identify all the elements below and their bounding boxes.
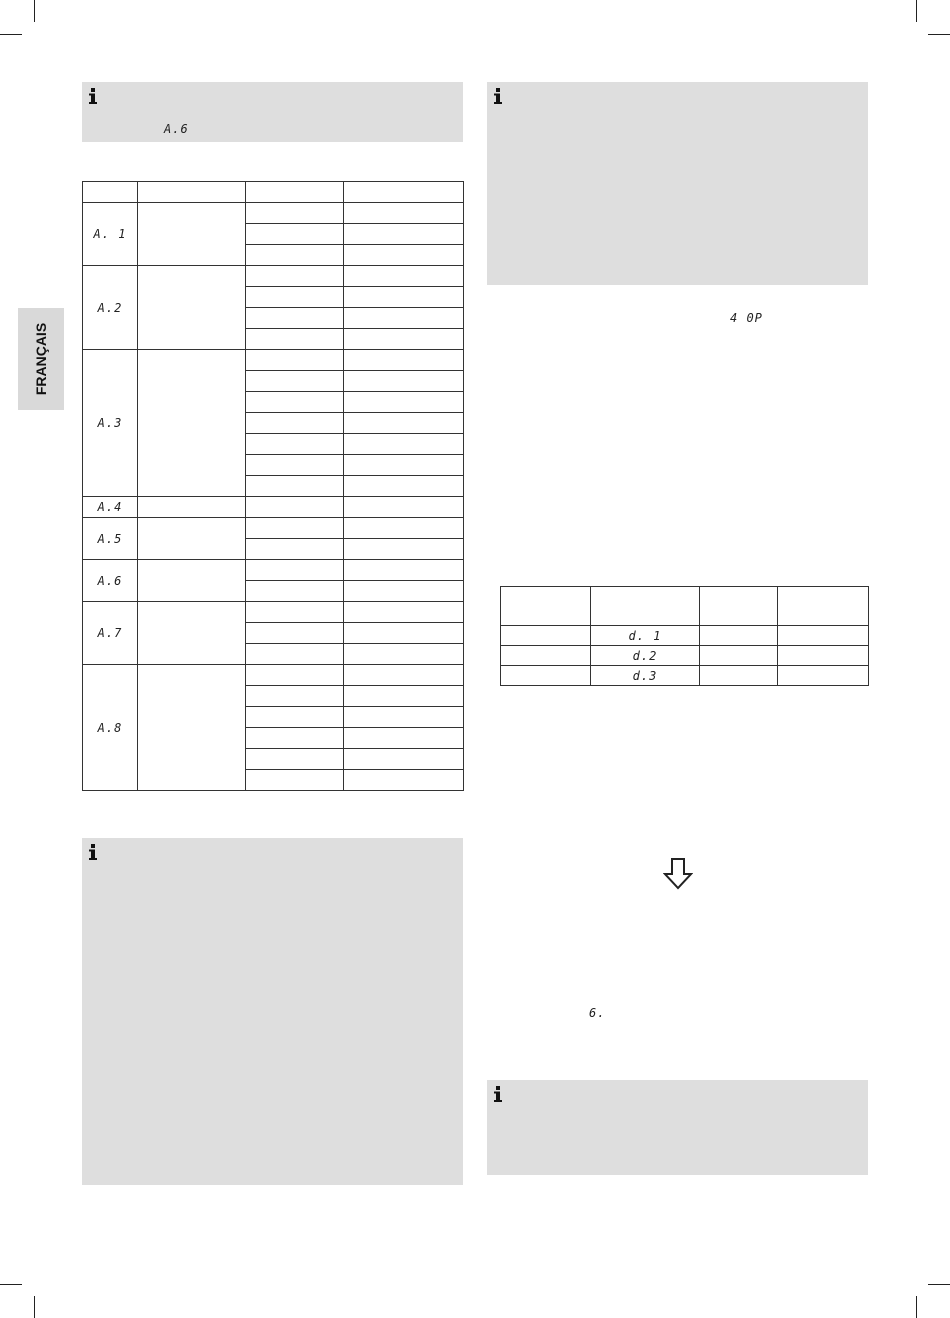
table-row	[501, 626, 869, 646]
table-cell	[501, 626, 591, 646]
table-cell	[246, 329, 344, 350]
table-cell	[246, 455, 344, 476]
table-cell	[344, 245, 464, 266]
table-header-cell	[591, 587, 700, 626]
table-cell	[344, 392, 464, 413]
table-cell	[246, 749, 344, 770]
crop-mark	[34, 0, 35, 22]
language-tab-label: FRANÇAIS	[33, 322, 49, 396]
table-cell	[344, 581, 464, 602]
crop-mark	[916, 1296, 917, 1318]
table-cell	[246, 224, 344, 245]
table-cell	[344, 266, 464, 287]
info-icon	[88, 88, 98, 104]
table-cell	[700, 666, 778, 686]
table-cell	[246, 560, 344, 581]
table-cell	[246, 686, 344, 707]
table-cell	[246, 308, 344, 329]
table-cell	[344, 518, 464, 539]
table-cell	[700, 626, 778, 646]
table-cell	[246, 287, 344, 308]
table-row	[501, 666, 869, 686]
table-cell	[344, 476, 464, 497]
table-cell	[344, 728, 464, 749]
table-cell	[246, 665, 344, 686]
table-header-cell	[778, 587, 869, 626]
mode-code-cell: A.7	[83, 602, 138, 665]
table-cell	[501, 646, 591, 666]
table-cell	[246, 392, 344, 413]
table-cell	[778, 666, 869, 686]
down-arrow-icon	[663, 858, 693, 890]
table-cell	[344, 623, 464, 644]
table-cell	[344, 770, 464, 791]
table-cell	[344, 497, 464, 518]
table-cell	[344, 539, 464, 560]
table-cell	[246, 203, 344, 224]
table-row	[501, 646, 869, 666]
table-cell	[138, 665, 246, 791]
table-cell	[344, 329, 464, 350]
table-cell	[138, 350, 246, 497]
mode-code-cell: A.5	[83, 518, 138, 560]
table-cell	[778, 646, 869, 666]
table-cell	[138, 602, 246, 665]
table-cell	[246, 476, 344, 497]
table-header-row	[83, 182, 464, 203]
table-cell	[138, 203, 246, 266]
mode-code-cell: A.4	[83, 497, 138, 518]
table-cell	[246, 644, 344, 665]
mode-code-cell: A.8	[83, 665, 138, 791]
d-code-cell: d. 1	[591, 626, 700, 646]
info-icon	[493, 1086, 503, 1102]
table-cell	[246, 581, 344, 602]
mode-code-cell: A. 1	[83, 203, 138, 266]
mode-table	[82, 181, 464, 791]
table-cell	[246, 770, 344, 791]
table-cell	[246, 434, 344, 455]
info-icon	[493, 88, 503, 104]
mode-code-cell: A.3	[83, 350, 138, 497]
table-cell	[344, 455, 464, 476]
table-cell	[344, 224, 464, 245]
table-cell	[344, 434, 464, 455]
table-cell	[344, 287, 464, 308]
table-cell	[344, 371, 464, 392]
crop-mark	[0, 1284, 22, 1285]
language-tab	[18, 308, 64, 410]
display-code-b: 6.	[589, 1006, 606, 1020]
d-code-cell: d.3	[591, 666, 700, 686]
info-note	[487, 1080, 868, 1175]
display-code: A.6	[164, 122, 189, 136]
table-row	[83, 203, 464, 224]
table-header-cell	[83, 182, 138, 203]
table-header-cell	[138, 182, 246, 203]
crop-mark	[928, 34, 950, 35]
table-cell	[246, 602, 344, 623]
table-cell	[344, 602, 464, 623]
table-cell	[344, 413, 464, 434]
table-cell	[246, 350, 344, 371]
table-cell	[138, 266, 246, 350]
info-icon	[88, 844, 98, 860]
table-cell	[778, 626, 869, 646]
table-row	[83, 560, 464, 581]
table-cell	[246, 371, 344, 392]
table-cell	[246, 539, 344, 560]
table-header-cell	[246, 182, 344, 203]
info-note	[82, 82, 463, 142]
table-cell	[246, 707, 344, 728]
d-code-cell: d.2	[591, 646, 700, 666]
mode-code-cell: A.2	[83, 266, 138, 350]
crop-mark	[0, 34, 22, 35]
table-cell	[246, 266, 344, 287]
table-row	[83, 350, 464, 371]
table-cell	[344, 749, 464, 770]
table-cell	[246, 413, 344, 434]
table-cell	[138, 560, 246, 602]
table-row	[83, 497, 464, 518]
table-row	[83, 518, 464, 539]
table-cell	[246, 497, 344, 518]
table-cell	[344, 707, 464, 728]
mode-code-cell: A.6	[83, 560, 138, 602]
table-cell	[344, 665, 464, 686]
table-header-cell	[344, 182, 464, 203]
table-cell	[246, 623, 344, 644]
table-cell	[246, 245, 344, 266]
table-cell	[700, 646, 778, 666]
info-note	[487, 82, 868, 285]
crop-mark	[34, 1296, 35, 1318]
table-cell	[246, 518, 344, 539]
table-cell	[344, 308, 464, 329]
table-header-cell	[700, 587, 778, 626]
table-row	[83, 665, 464, 686]
table-cell	[138, 518, 246, 560]
table-header-row	[501, 587, 869, 626]
crop-mark	[916, 0, 917, 22]
table-cell	[138, 497, 246, 518]
crop-mark	[928, 1284, 950, 1285]
table-cell	[501, 666, 591, 686]
table-cell	[344, 686, 464, 707]
info-note	[82, 838, 463, 1185]
table-cell	[344, 203, 464, 224]
table-cell	[344, 644, 464, 665]
d-table	[500, 586, 869, 686]
table-header-cell	[501, 587, 591, 626]
table-cell	[344, 560, 464, 581]
table-cell	[344, 350, 464, 371]
table-row	[83, 266, 464, 287]
table-cell	[246, 728, 344, 749]
display-code-stop: 4 0P	[730, 311, 763, 325]
table-row	[83, 602, 464, 623]
